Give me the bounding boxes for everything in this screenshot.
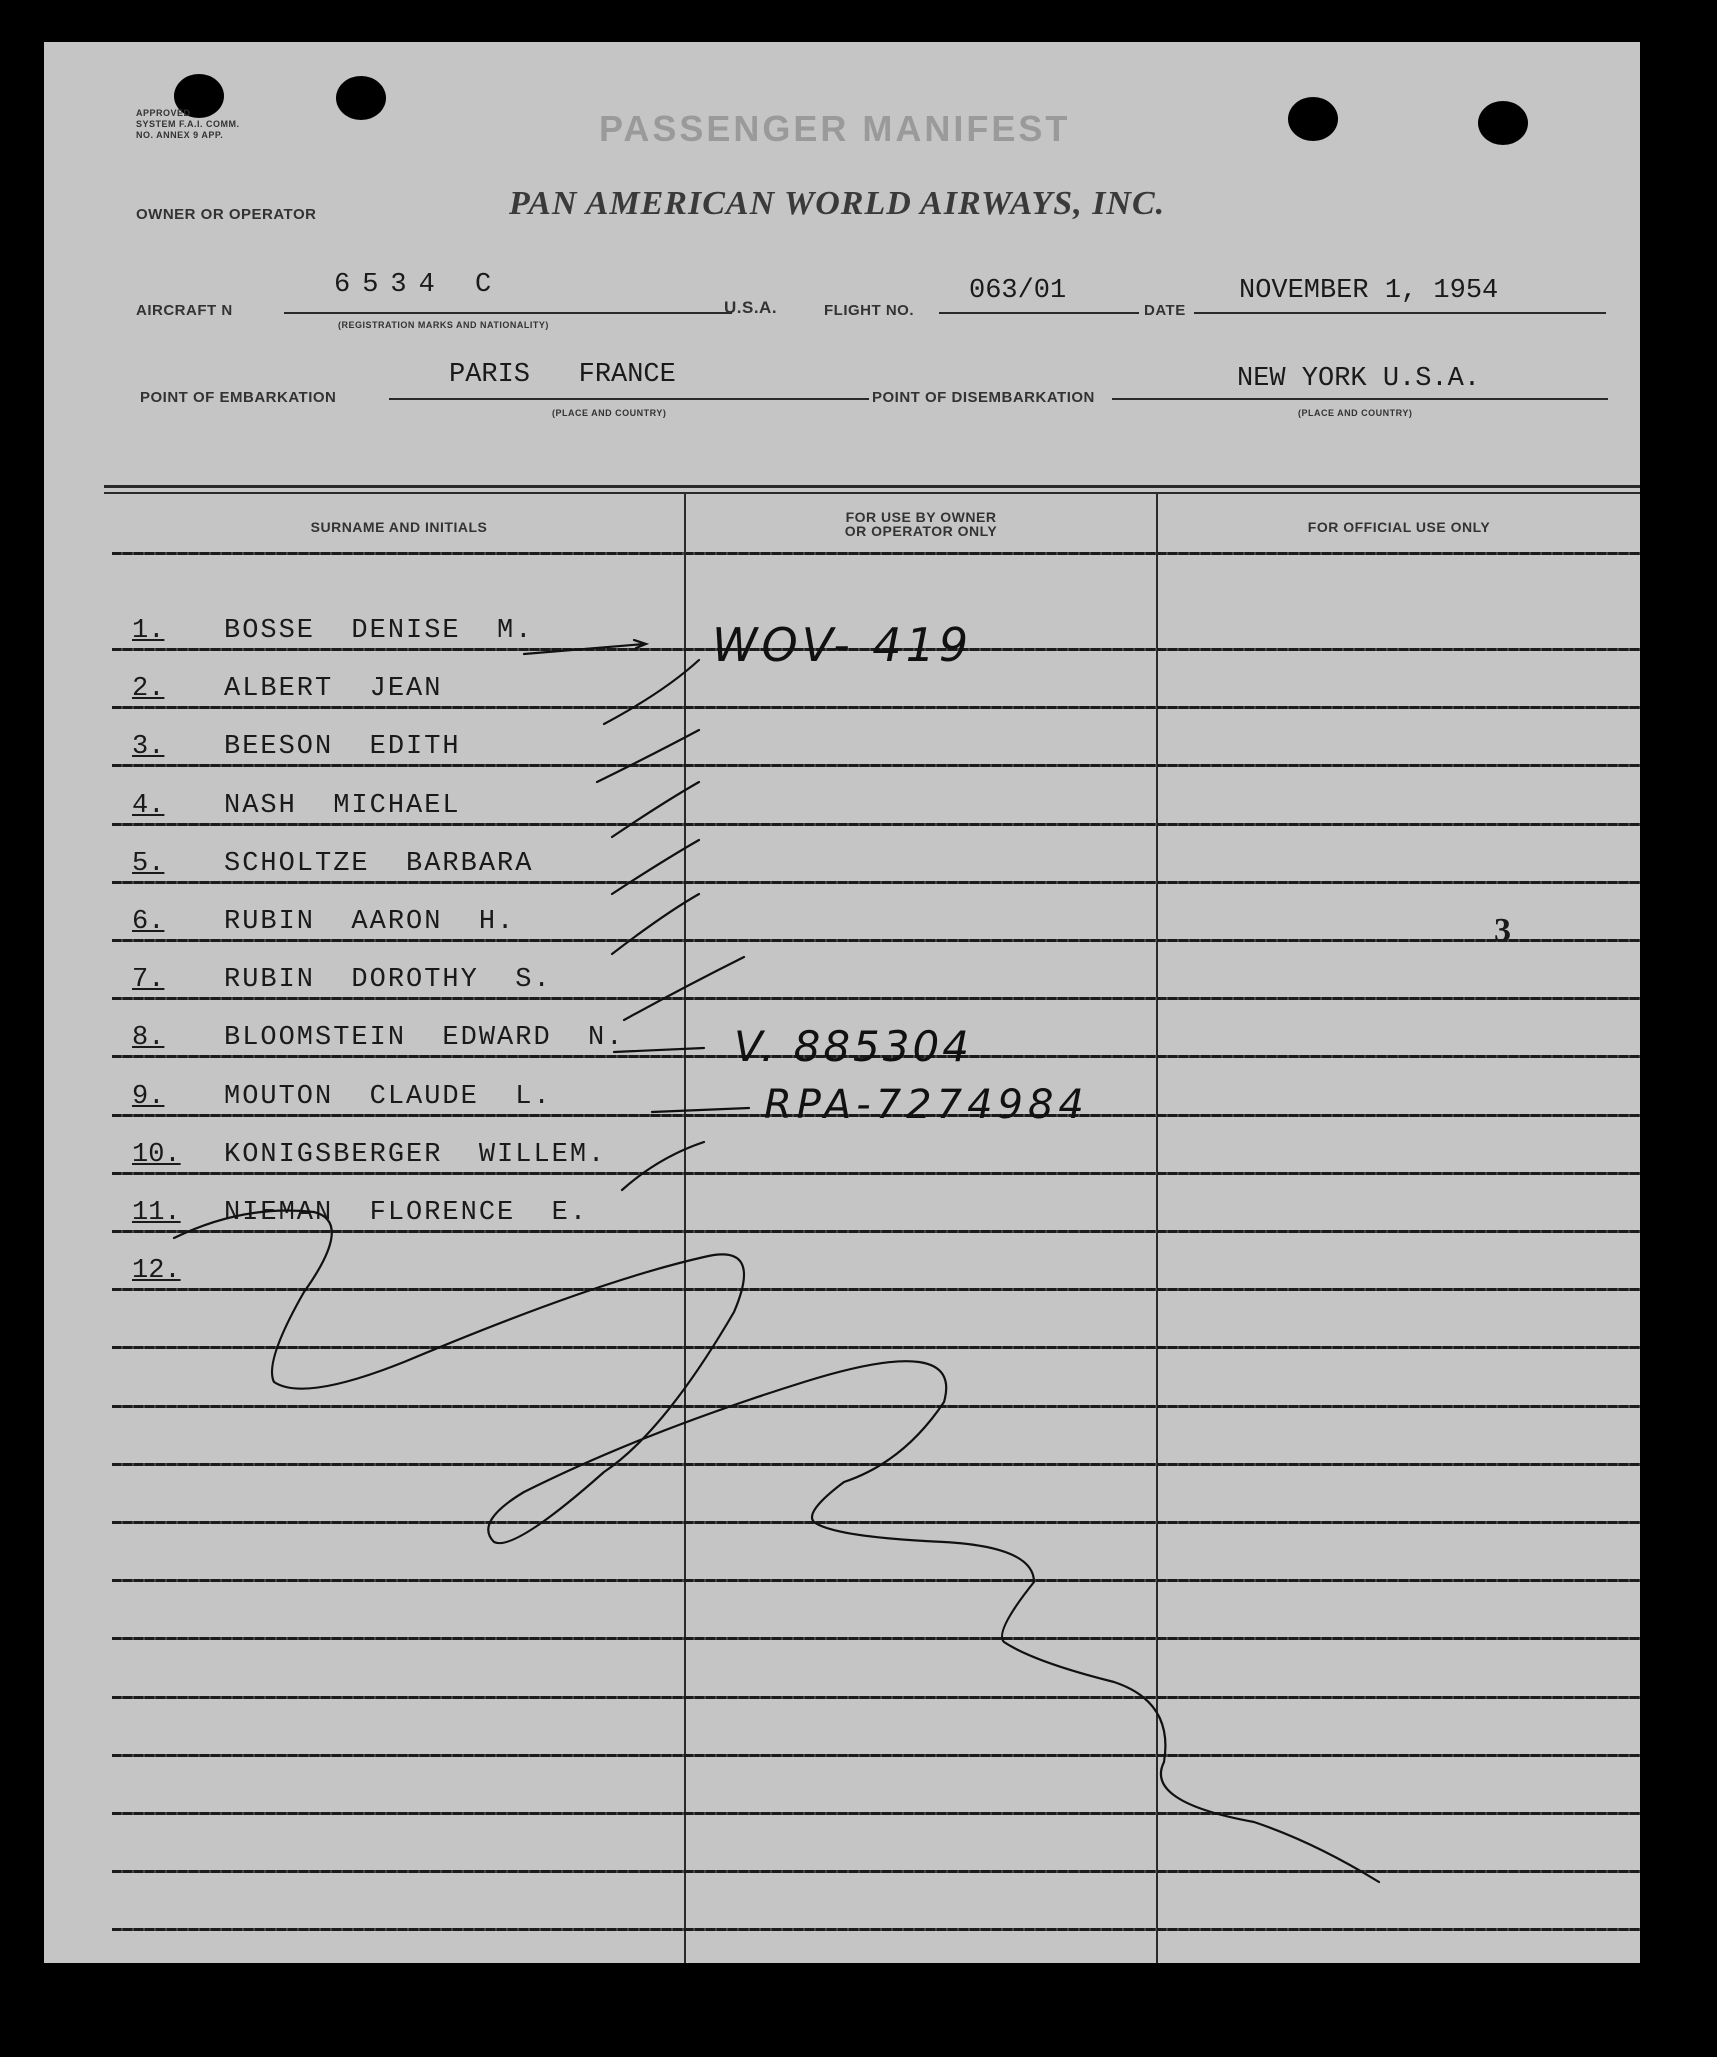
handwritten-row2-code: WOV- 419 — [712, 618, 973, 672]
passenger-number: 10. — [132, 1139, 181, 1170]
passenger-number: 6. — [132, 907, 165, 937]
passenger-name: SCHOLTZE BARBARA — [224, 848, 534, 879]
aircraft-value: 6534 C — [334, 270, 504, 300]
aircraft-label: AIRCRAFT N — [136, 302, 233, 319]
dash-stroke — [652, 1108, 749, 1112]
passenger-name: ALBERT JEAN — [224, 674, 443, 705]
check-stroke — [604, 660, 699, 724]
passenger-name: BOSSE DENISE M. — [224, 616, 534, 646]
airline-name: PAN AMERICAN WORLD AIRWAYS, INC. — [509, 185, 1166, 222]
column-header-owner: FOR USE BY OWNER OR OPERATOR ONLY — [844, 509, 998, 539]
passenger-name: BEESON EDITH — [224, 732, 461, 763]
approval-stamp-line: SYSTEM F.A.I. COMM. — [136, 119, 240, 129]
passenger-name: NIEMAN FLORENCE E. — [224, 1198, 589, 1228]
passenger-number: 4. — [132, 790, 165, 821]
check-stroke — [624, 957, 744, 1020]
passenger-name: RUBIN AARON H. — [224, 907, 516, 937]
disembark-label: POINT OF DISEMBARKATION — [872, 389, 1095, 406]
passenger-number: 11. — [132, 1198, 181, 1228]
embark-label: POINT OF EMBARKATION — [140, 389, 337, 406]
disembark-value: NEW YORK U.S.A. — [1237, 364, 1481, 394]
page-title: PASSENGER MANIFEST — [599, 108, 1071, 149]
passenger-number: 5. — [132, 848, 165, 879]
flight-label: FLIGHT NO. — [824, 302, 914, 319]
flight-value: 063/01 — [969, 276, 1067, 306]
check-stroke — [597, 730, 699, 782]
column-header-official: FOR OFFICIAL USE ONLY — [1307, 519, 1491, 535]
passenger-name: MOUTON CLAUDE L. — [224, 1081, 552, 1112]
manifest-page — [44, 42, 1640, 1963]
column-header-names: SURNAME AND INITIALS — [310, 519, 488, 535]
passenger-number: 1. — [132, 616, 165, 646]
passenger-name: NASH MICHAEL — [224, 790, 461, 821]
pen-strokes — [44, 42, 1640, 1963]
embark-caption: (PLACE AND COUNTRY) — [552, 408, 667, 418]
arrow-stroke — [524, 640, 646, 654]
check-stroke — [612, 894, 699, 954]
handwritten-row10-code: RPA-7274984 — [764, 1082, 1089, 1128]
passenger-number: 2. — [132, 674, 165, 705]
passenger-number: 8. — [132, 1023, 165, 1054]
passenger-name: RUBIN DOROTHY S. — [224, 965, 552, 996]
passenger-number: 3. — [132, 732, 165, 763]
usa-label: U.S.A. — [724, 298, 778, 317]
passenger-number: 12. — [132, 1256, 181, 1287]
approval-stamp-line: APPROVED — [136, 108, 191, 118]
passenger-number: 9. — [132, 1081, 165, 1112]
handwritten-row9-code: V. 885304 — [734, 1022, 972, 1071]
dash-stroke — [614, 1048, 704, 1052]
date-value: NOVEMBER 1, 1954 — [1239, 276, 1499, 306]
passenger-name: BLOOMSTEIN EDWARD N. — [224, 1023, 625, 1054]
check-stroke — [612, 840, 699, 894]
approval-stamp-line: NO. ANNEX 9 APP. — [136, 130, 224, 140]
passenger-name: KONIGSBERGER WILLEM. — [224, 1139, 607, 1170]
passenger-number: 7. — [132, 965, 165, 996]
official-mark: 3 — [1494, 912, 1511, 949]
registration-caption: (REGISTRATION MARKS AND NATIONALITY) — [338, 320, 549, 330]
check-stroke — [612, 782, 699, 837]
date-label: DATE — [1144, 302, 1186, 319]
check-stroke — [622, 1142, 704, 1190]
disembark-caption: (PLACE AND COUNTRY) — [1298, 408, 1413, 418]
embark-value: PARIS FRANCE — [449, 360, 676, 390]
strike-scribble — [174, 1210, 1379, 1882]
owner-label: OWNER OR OPERATOR — [136, 206, 317, 223]
